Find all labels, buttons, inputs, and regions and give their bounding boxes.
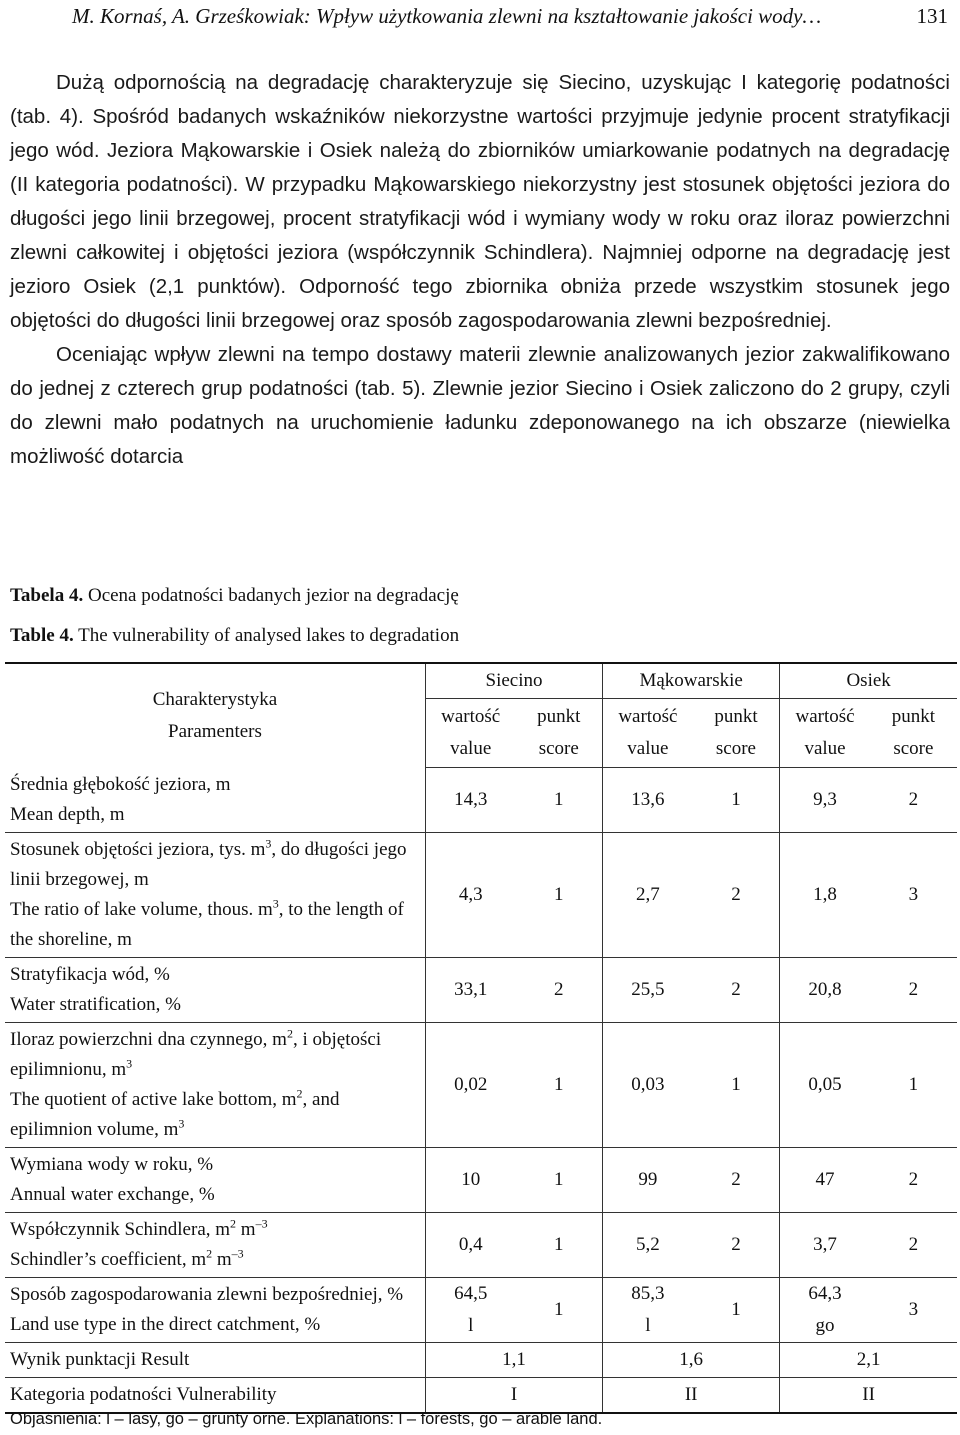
cell-line: 33,1 <box>454 978 488 1000</box>
score-cell <box>693 832 780 957</box>
score-cell <box>516 768 603 833</box>
row-label-en: The ratio of lake volume, thous. $m^3$, to the length of the shoreline, m <box>10 896 404 950</box>
score-cell <box>516 1277 603 1342</box>
result-row-value: 2,1 <box>780 1342 957 1377</box>
value-cell <box>425 1277 515 1342</box>
row-label-en: Land use type in the direct catchment, % <box>10 1313 321 1335</box>
row-label-en: Schindler’s coefficient, $m^2$ $m^{-3}$ <box>10 1246 244 1270</box>
score-subheader-en: score <box>715 738 756 759</box>
category-row-value: II <box>780 1377 957 1413</box>
result-row-value: 1,1 <box>425 1342 602 1377</box>
cell-line: 0,03 <box>631 1073 665 1095</box>
cell-line: 2 <box>731 883 741 905</box>
value-cell <box>780 1147 870 1212</box>
lake-header: Siecino <box>425 663 602 699</box>
cell-line: 2 <box>908 978 919 1000</box>
category-row <box>5 1377 957 1413</box>
score-cell <box>693 1147 780 1212</box>
value-cell <box>425 1022 515 1147</box>
result-row-value: 1,6 <box>603 1342 780 1377</box>
value-subheader-en: value <box>627 738 669 759</box>
score-cell <box>693 957 780 1022</box>
vulnerability-table <box>5 662 957 1414</box>
value-subheader-en: value <box>804 738 846 759</box>
cell-line: l <box>468 1314 474 1336</box>
score-subheader-pl: punkt <box>714 706 758 727</box>
score-subheader <box>516 699 603 768</box>
cell-line: 25,5 <box>631 978 665 1000</box>
row-label-en: Annual water exchange, % <box>10 1183 215 1205</box>
cell-line: 47 <box>815 1168 835 1190</box>
value-cell <box>603 768 693 833</box>
result-row <box>5 1342 957 1377</box>
cell-line: 2 <box>908 1168 919 1190</box>
score-cell <box>870 832 957 957</box>
table-caption-en <box>10 625 459 647</box>
value-cell <box>780 1022 870 1147</box>
cell-line: 1 <box>731 788 741 810</box>
cell-line: 1 <box>731 1298 741 1320</box>
row-label-pl: Sposób zagospodarowania zlewni bezpośredniej, % <box>10 1283 404 1305</box>
cell-line: 1 <box>554 1073 564 1095</box>
value-subheader <box>603 699 693 768</box>
value-cell <box>603 1147 693 1212</box>
cell-line: 1 <box>554 883 564 905</box>
caption-en-lead: Table 4. <box>10 625 74 646</box>
row-label-pl: Stratyfikacja wód, % <box>10 963 170 985</box>
cell-line: l <box>645 1314 651 1336</box>
score-cell <box>870 1147 957 1212</box>
paragraph-2: Oceniając wpływ zlewni na tempo dostawy materii zlewnie analizowanych jezior zakwalifikowano do jednej z czterech grup podatności (tab. 5). Zlewnie jezior Siecino i Osiek zaliczono do 2 grupy, czyli do zlewni mało podatnych na uruchomienie ładunku zdeponowanego na ich obszarze (niewielka możliwość dotarcia <box>10 343 950 468</box>
data-table-wrapper <box>5 662 957 1414</box>
cell-line: 99 <box>638 1168 658 1190</box>
row-label-en: Water stratification, % <box>10 993 181 1015</box>
lake-header: Mąkowarskie <box>603 663 780 699</box>
table-row <box>5 1147 957 1212</box>
score-cell <box>870 768 957 833</box>
cell-line: 2 <box>731 1233 741 1255</box>
value-cell <box>780 768 870 833</box>
row-label-pl: Współczynnik Schindlera, $m^2$ $m^{-3}$ <box>10 1216 268 1240</box>
value-cell <box>603 1212 693 1277</box>
page-number: 131 <box>916 4 948 28</box>
cell-line: 2 <box>908 788 919 810</box>
row-label <box>5 768 425 833</box>
score-cell <box>870 1022 957 1147</box>
score-cell <box>516 832 603 957</box>
table-row <box>5 768 957 833</box>
cell-line: 1 <box>554 1298 564 1320</box>
cell-line: 0,4 <box>458 1233 483 1255</box>
table-row <box>5 832 957 957</box>
table-row <box>5 1277 957 1342</box>
value-cell <box>780 957 870 1022</box>
cell-line: 5,2 <box>635 1233 660 1255</box>
cell-line: 2 <box>731 1168 741 1190</box>
score-subheader-pl: punkt <box>537 706 581 727</box>
category-row-value: I <box>425 1377 602 1413</box>
cell-line: 1 <box>908 1073 919 1095</box>
cell-line: 1 <box>554 788 564 810</box>
stub-header <box>5 663 425 768</box>
paragraph-1: Dużą odpornością na degradację charakteryzuje się Siecino, uzyskując I kategorię podatności (tab. 4). Spośród badanych wskaźników niekorzystne wartości przyjmuje jedynie procent stratyfikacji jego wód. Jeziora Mąkowarskie i Osiek należą do zbiorników umiarkowanie podatnych na degradację (II kategoria podatności). W przypadku Mąkowarskiego niekorzystny jest stosunek objętości jeziora do długości jego linii brzegowej, procent stratyfikacji wód i wymiany wody w roku oraz iloraz powierzchni zlewni całkowitej i objętości jeziora (współczynnik Schindlera). Najmniej odporne na degradację jest jezioro Osiek (2,1 punktów). Odporność tego zbiornika obniża przede wszystkim stosunek jego objętości do długości linii brzegowej oraz sposób zagospodarowania zlewni bezpośredniej. <box>10 71 950 332</box>
score-subheader <box>870 699 957 768</box>
table-row <box>5 957 957 1022</box>
row-label-pl: Wymiana wody w roku, % <box>10 1153 214 1175</box>
value-cell <box>425 768 515 833</box>
cell-line: 64,3 <box>808 1282 842 1304</box>
row-label-pl: Średnia głębokość jeziora, m <box>10 773 231 795</box>
value-subheader <box>780 699 870 768</box>
score-cell <box>870 1212 957 1277</box>
cell-line: 2 <box>908 1233 919 1255</box>
cell-line: 85,3 <box>631 1282 665 1304</box>
score-cell <box>693 1277 780 1342</box>
value-subheader-en: value <box>450 738 492 759</box>
value-cell <box>603 1277 693 1342</box>
row-label-en: Mean depth, m <box>10 803 125 825</box>
category-row-value: II <box>603 1377 780 1413</box>
caption-pl-text: Ocena podatności badanych jezior na degradację <box>87 585 459 606</box>
row-label-en: The quotient of active lake bottom, $m^2$, and epilimnion volume, $m^3$ <box>10 1086 340 1140</box>
value-subheader-pl: wartość <box>441 706 501 727</box>
cell-line: 3 <box>908 1298 919 1320</box>
score-subheader-en: score <box>893 738 934 759</box>
score-subheader <box>693 699 780 768</box>
cell-line: 0,05 <box>808 1073 842 1095</box>
score-cell <box>516 1147 603 1212</box>
stub-header-pl: Charakterystyka <box>152 688 278 710</box>
result-row-label: Wynik punktacji Result <box>5 1342 425 1377</box>
row-label <box>5 1277 425 1342</box>
cell-line: 1,8 <box>813 883 837 905</box>
cell-line: 20,8 <box>808 978 842 1000</box>
value-subheader-pl: wartość <box>618 706 678 727</box>
score-cell <box>693 1022 780 1147</box>
cell-line: 9,3 <box>813 788 837 810</box>
running-title: M. Kornaś, A. Grześkowiak: Wpływ użytkowania zlewni na kształtowanie jakości wody… <box>72 4 822 28</box>
row-label <box>5 832 425 957</box>
value-cell <box>780 1277 870 1342</box>
cell-line: 1 <box>731 1073 741 1095</box>
stub-header-en: Paramenters <box>168 720 262 742</box>
cell-line: 13,6 <box>631 788 665 810</box>
row-label-pl: Stosunek objętości jeziora, tys. $m^3$, do długości jego linii brzegowej, m <box>10 836 407 890</box>
running-header <box>0 4 948 34</box>
table-footnote: Objaśnienia: l – lasy, go – grunty orne. Explanations: l – forests, go – arable land. <box>10 1410 603 1428</box>
cell-line: go <box>815 1314 835 1336</box>
cell-line: 4,3 <box>458 883 483 905</box>
score-cell <box>516 1022 603 1147</box>
value-cell <box>780 1212 870 1277</box>
score-cell <box>870 1277 957 1342</box>
cell-line: 1 <box>554 1233 564 1255</box>
score-cell <box>870 957 957 1022</box>
table-row <box>5 1212 957 1277</box>
cell-line: 14,3 <box>454 788 488 810</box>
cell-line: 64,5 <box>454 1282 488 1304</box>
lake-header: Osiek <box>780 663 957 699</box>
score-cell <box>693 1212 780 1277</box>
value-cell <box>780 832 870 957</box>
row-label-pl: Iloraz powierzchni dna czynnego, $m^2$, i objętości epilimnionu, $m^3$ <box>10 1026 382 1080</box>
row-label <box>5 1212 425 1277</box>
value-cell <box>603 832 693 957</box>
value-cell <box>603 1022 693 1147</box>
score-cell <box>693 768 780 833</box>
row-label <box>5 957 425 1022</box>
category-row-label: Kategoria podatności Vulnerability <box>5 1377 425 1413</box>
cell-line: 2 <box>554 978 564 1000</box>
table-caption-pl <box>10 585 459 607</box>
score-subheader-en: score <box>538 738 579 759</box>
score-cell <box>516 1212 603 1277</box>
cell-line: 2 <box>731 978 741 1000</box>
table-body <box>5 768 957 1413</box>
value-cell <box>425 1147 515 1212</box>
row-label <box>5 1147 425 1212</box>
body-text <box>10 66 950 474</box>
caption-en-text: The vulnerability of analysed lakes to degradation <box>78 625 460 646</box>
cell-line: 10 <box>461 1168 481 1190</box>
score-subheader-pl: punkt <box>891 706 936 727</box>
cell-line: 2,7 <box>635 883 660 905</box>
table-row <box>5 1022 957 1147</box>
caption-pl-lead: Tabela 4. <box>10 585 84 606</box>
score-cell <box>516 957 603 1022</box>
value-subheader-pl: wartość <box>795 706 855 727</box>
value-cell <box>603 957 693 1022</box>
cell-line: 0,02 <box>454 1073 488 1095</box>
row-label <box>5 1022 425 1147</box>
cell-line: 3,7 <box>813 1233 837 1255</box>
cell-line: 3 <box>908 883 919 905</box>
value-cell <box>425 957 515 1022</box>
value-subheader <box>425 699 515 768</box>
cell-line: 1 <box>554 1168 564 1190</box>
value-cell <box>425 832 515 957</box>
value-cell <box>425 1212 515 1277</box>
